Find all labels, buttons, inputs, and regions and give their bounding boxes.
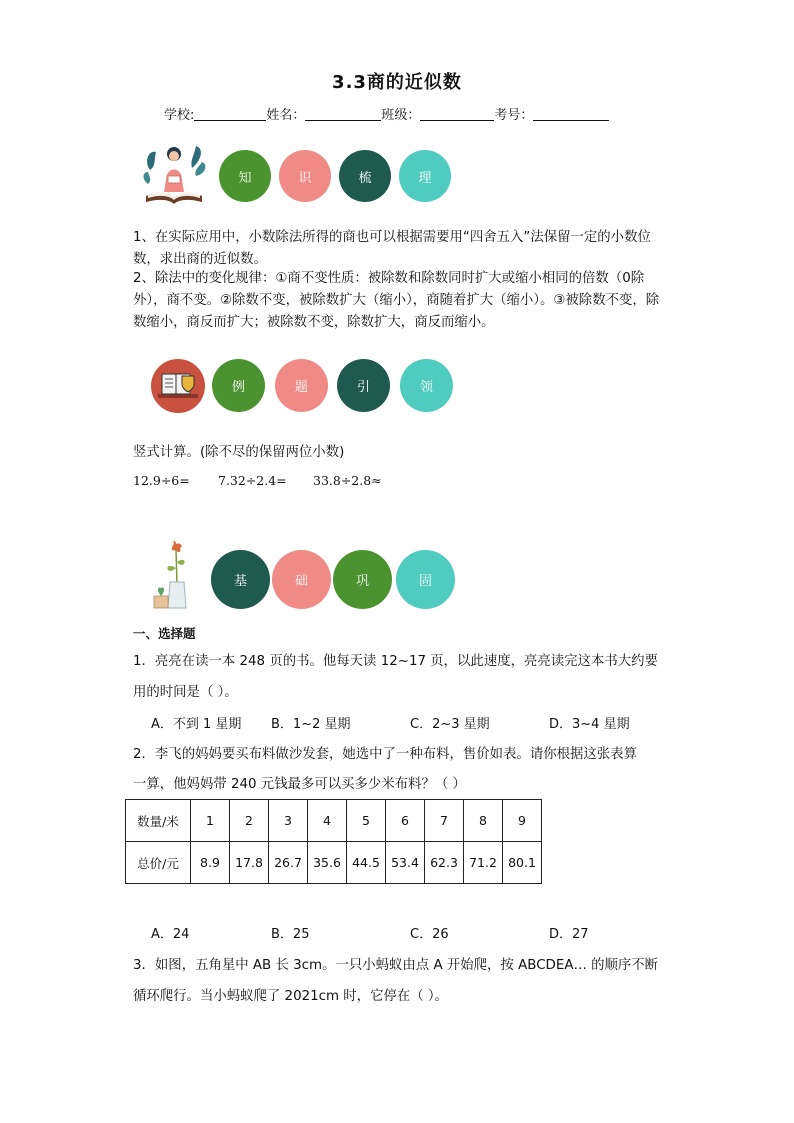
table-cell: 7 [425,800,464,842]
circle-li: 理 [399,150,451,202]
name-blank[interactable] [305,108,381,121]
question-3-line-1: 3．如图，五角星中 AB 长 3cm。一只小蚂蚁由点 A 开始爬，按 ABCDEA… 的顺序不断 [133,958,659,973]
circle-ji: 基 [211,550,270,609]
school-label: 学校: [164,108,195,123]
q2-option-d[interactable]: D．27 [549,927,589,942]
q1-option-a[interactable]: A．不到 1 星期 [151,717,242,732]
table-cell: 35.6 [308,842,347,884]
question-1-line-1: 1．亮亮在读一本 248 页的书。他每天读 12~17 页，以此速度，亮亮读完这本书大约要 [133,654,658,669]
circle-shi: 识 [279,150,331,202]
class-label: 班级： [381,108,421,123]
expression-1: 12.9÷6= [133,473,190,488]
class-blank[interactable] [420,108,494,121]
table-cell: 26.7 [269,842,308,884]
circle-yin: 引 [337,359,390,412]
circle-li-example: 例 [212,359,265,412]
question-1-line-2: 用的时间是（ ）。 [133,685,238,700]
q2-option-a[interactable]: A．24 [151,927,190,942]
table-header-quantity: 数量/米 [126,800,191,842]
circle-zhi: 知 [219,150,271,202]
table-cell: 1 [191,800,230,842]
expression-2: 7.32÷2.4= [218,473,287,488]
page-title: 3.3商的近似数 [332,72,462,93]
number-blank[interactable] [533,108,609,121]
table-cell: 44.5 [347,842,386,884]
reading-girl-illustration [140,140,210,210]
circle-chu: 础 [272,550,331,609]
price-table [125,799,542,884]
calc-instruction: 竖式计算。(除不尽的保留两位小数) [133,445,345,460]
table-cell: 71.2 [464,842,503,884]
question-2-line-1: 2．李飞的妈妈要买布料做沙发套，她选中了一种布料，售价如表。请你根据这张表算 [133,747,637,762]
circle-gu: 固 [396,550,455,609]
table-cell: 62.3 [425,842,464,884]
table-cell: 5 [347,800,386,842]
table-cell: 8 [464,800,503,842]
q1-option-d[interactable]: D．3~4 星期 [549,717,630,732]
circle-ling: 领 [400,359,453,412]
circle-gong: 巩 [333,550,392,609]
table-cell: 3 [269,800,308,842]
table-cell: 9 [503,800,542,842]
circle-shu: 梳 [339,150,391,202]
table-cell: 80.1 [503,842,542,884]
student-info-line [164,104,609,123]
table-cell: 6 [386,800,425,842]
table-cell: 17.8 [230,842,269,884]
table-cell: 4 [308,800,347,842]
name-label: 姓名： [266,108,306,123]
question-3-line-2: 循环爬行。当小蚂蚁爬了 2021cm 时，它停在（ ）。 [133,989,448,1004]
q1-option-c[interactable]: C．2~3 星期 [410,717,490,732]
knowledge-point-2: 2、除法中的变化规律：①商不变性质：被除数和除数同时扩大或缩小相同的倍数（0除外），商不变。②除数不变，被除数扩大（缩小），商随着扩大（缩小）。③被除数不变，除数缩小，商反而扩大；被除数不变，除数扩大，商反而缩小。 [133,271,660,330]
question-2-line-2: 一算，他妈妈带 240 元钱最多可以买多少米布料？（ ） [133,777,466,792]
knowledge-point-1: 1、在实际应用中，小数除法所得的商也可以根据需要用“四舍五入”法保留一定的小数位数，求出商的近似数。 [133,230,651,267]
section-heading-choice: 一、选择题 [133,626,196,641]
table-header-price: 总价/元 [126,842,191,884]
q1-option-b[interactable]: B．1~2 星期 [271,717,351,732]
book-shield-icon [150,358,206,414]
table-row-quantity [126,800,542,842]
expression-3: 33.8÷2.8≈ [313,473,382,488]
q2-option-c[interactable]: C．26 [410,927,449,942]
table-cell: 8.9 [191,842,230,884]
plant-vase-illustration [150,538,200,612]
table-cell: 2 [230,800,269,842]
q2-option-b[interactable]: B．25 [271,927,310,942]
number-label: 考号： [494,108,534,123]
circle-ti: 题 [275,359,328,412]
table-row-price [126,842,542,884]
school-blank[interactable] [194,108,266,121]
table-cell: 53.4 [386,842,425,884]
